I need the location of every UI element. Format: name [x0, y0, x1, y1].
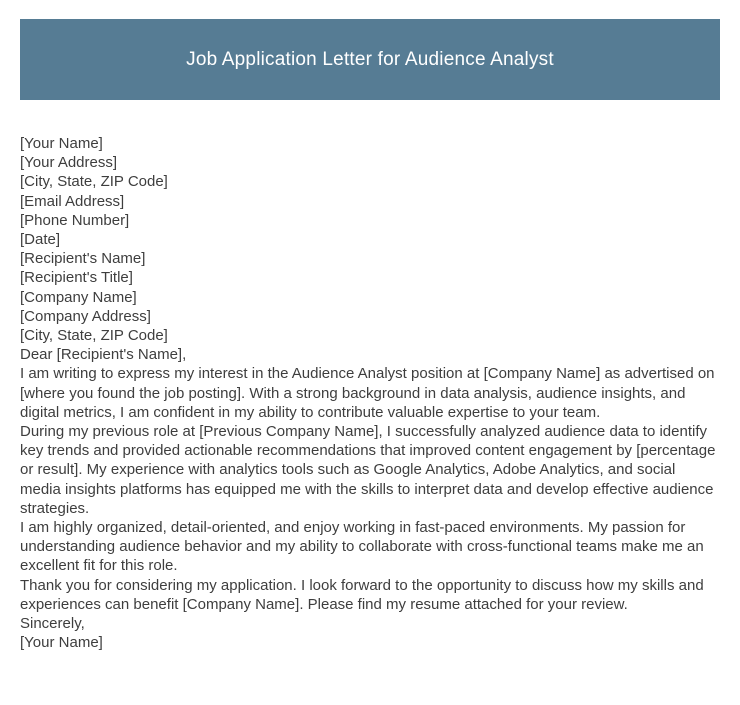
address-line: [City, State, ZIP Code] — [20, 327, 168, 345]
address-line: [Phone Number] — [20, 211, 130, 229]
address-line: [Your Name] — [20, 135, 103, 152]
signature: [Your Name] — [20, 634, 103, 652]
closing: Sincerely, — [20, 615, 85, 633]
salutation: Dear [Recipient's Name], — [20, 346, 187, 364]
address-line: [Recipient's Title] — [20, 269, 133, 287]
address-line: [Company Name] — [20, 288, 137, 306]
letter-body — [20, 134, 720, 652]
address-line: [Email Address] — [20, 192, 125, 210]
address-line: [City, State, ZIP Code] — [20, 173, 168, 191]
letter-paragraph: During my previous role at [Previous Company Name], I successfully analyzed audience data to identify key trends and provided actionable recommendations that improved content engagement by [percentage or result]. My experience with analytics tools such as Google Analytics, Adobe Analytics, and social media insights platforms has equipped me with the skills to interpret data and develop effective audience strategies. — [20, 423, 716, 517]
header-banner — [20, 19, 720, 100]
address-line: [Your Address] — [20, 154, 118, 172]
address-line: [Company Address] — [20, 307, 151, 325]
letter-paragraph: I am highly organized, detail-oriented, and enjoy working in fast-paced environments. My passion for understanding audience behavior and my ability to collaborate with cross-functional teams make me an excellent fit for this role. — [20, 519, 704, 575]
page-title: Job Application Letter for Audience Analyst — [186, 48, 554, 70]
letter-paragraph: Thank you for considering my application. I look forward to the opportunity to discuss how my skills and experiences can benefit [Company Name]. Please find my resume attached for your review. — [20, 576, 704, 613]
address-line: [Date] — [20, 231, 61, 249]
letter-paragraph: I am writing to express my interest in the Audience Analyst position at [Company Name] as advertised on [where you found the job posting]. With a strong background in data analysis, audience insights, and digital metrics, I am confident in my ability to contribute valuable expertise to your team. — [20, 365, 715, 421]
address-line: [Recipient's Name] — [20, 250, 146, 268]
